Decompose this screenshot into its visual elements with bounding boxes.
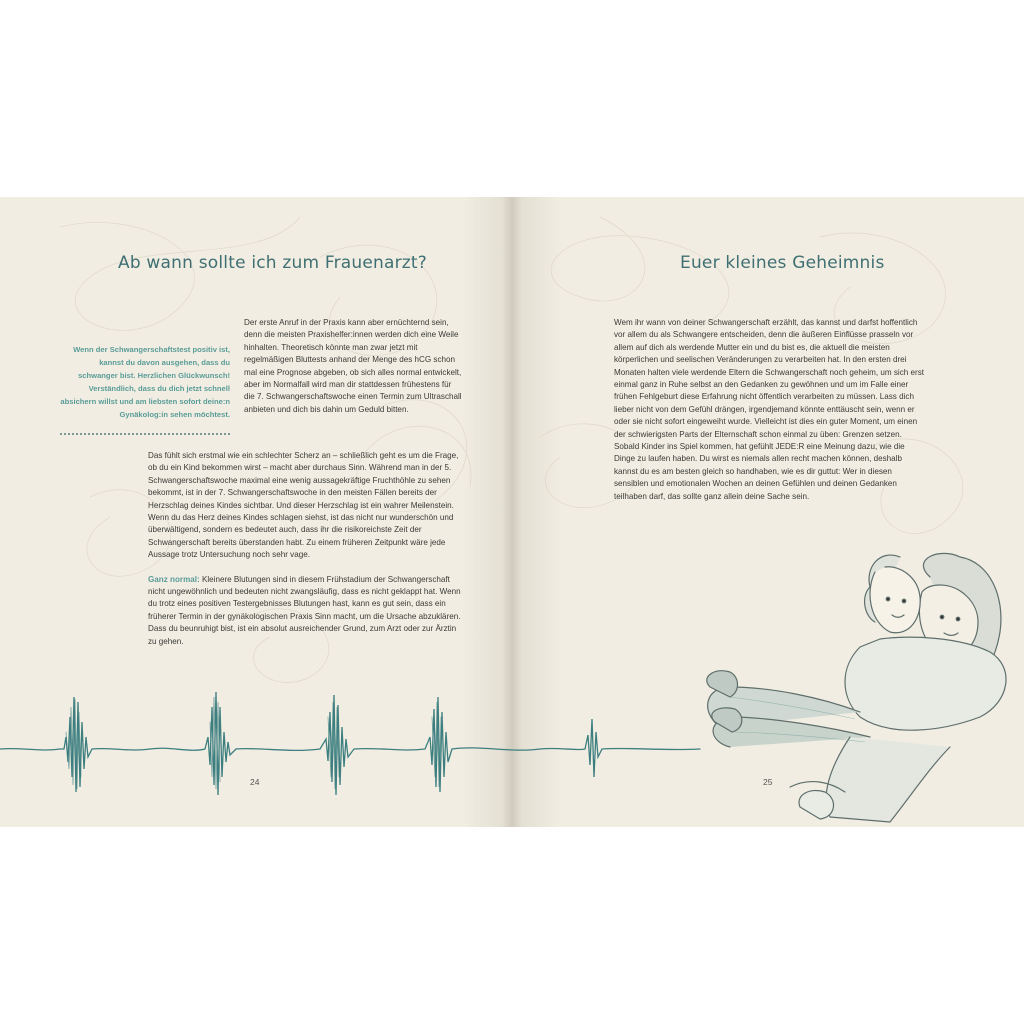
book-spread — [0, 197, 1024, 827]
couple-sitting-illustration — [660, 537, 1024, 827]
page-number-right: 25 — [763, 777, 773, 787]
left-paragraph-1: Das fühlt sich erstmal wie ein schlechter Scherz an – schließlich geht es um die Frage, ob du ein Kind bekommen wirst – macht aber durchaus Sinn. Während man in der 5. Schwangerschaftswoche maximal eine wenig aussagekräftige Fruchthöhle zu sehen bekommt, ist in der 7. Schwangerschaftswoche in den meisten Fällen bereits der Herzschlag deines Kindes sichtbar. Und dieser Herzschlag ist ein wahrer Meilenstein. Wenn du das Herz deines Kindes schlagen siehst, ist das nicht nur wunderschön und überwältigend, sondern es bedeutet auch, dass ihr die risikoreichste Zeit der Schwangerschaft bereits überstanden habt. Zu einem früheren Zeitpunkt wäre jede Aussage trotz Untersuchung noch sehr vage. — [148, 451, 459, 560]
left-body-text — [148, 450, 462, 648]
left-paragraph-2 — [148, 574, 462, 648]
left-paragraph-2-text: Kleinere Blutungen sind in diesem Frühstadium der Schwangerschaft nicht ungewöhnlich und bedeuten nicht zwangsläufig, dass es nicht geklappt hat. Wenn du trotz eines positiven Testergebnisses Blutungen hast, kann es gut sein, dass ein früherer Termin in der gynäkologischen Praxis Sinn macht, um die Ursache abzuklären. Dass du beunruhigt bist, ist ein absolut ausreichender Grund, zum Arzt oder zur Ärztin zu gehen. — [148, 574, 461, 646]
pullquote: Wenn der Schwangerschaftstest positiv ist, kannst du davon ausgehen, dass du schwanger bist. Herzlichen Glückwunsch! Verständlich, dass du dich jetzt schnell absichern willst und am liebsten sofort deine:n Gynäkolog:in sehen möchtest. — [60, 345, 230, 419]
ganz-normal-label: Ganz normal: — [148, 574, 200, 584]
right-body-text: Wem ihr wann von deiner Schwangerschaft erzählt, das kannst und darfst hoffentlich vor allem du als Schwangere entscheiden, denn die äußeren Einflüsse prasseln vor allem auf dich als werdende Mutter ein und du bist es, die aktuell die meisten körperlichen und seelischen Veränderungen zu verarbeiten hat. In den ersten drei Monaten halten viele werdende Eltern die Schwangerschaft noch geheim, um sich erst einmal ganz in Ruhe selbst an den Gedanken zu gewöhnen und um im Falle einer frühen Fehlgeburt diese Erfahrung nicht öffentlich verarbeiten zu müssen. Lass dich lieber nicht von dem Gefühl drängen, irgendjemand könnte enttäuscht sein, wenn er oder sie nicht sofort eingeweiht wurde. Vielleicht ist dies ein guter Moment, um einen der schwierigsten Parts der Elternschaft schon einmal zu üben: Grenzen setzen. Sobald Kinder ins Spiel kommen, hat gefühlt JEDE:R eine Meinung dazu, wie die Dinge zu laufen haben. Du wirst es niemals allen recht machen können, deshalb kannst du es am besten gleich so handhaben, wie es dir guttut: Wer in diesen sensiblen und emotionalen Wochen an deinen Gefühlen und deinen Gedanken teilhaben darf, das sollte ganz allein deine Sache sein. — [614, 318, 924, 501]
pullquote-dotted-rule — [60, 433, 230, 435]
right-page-heading: Euer kleines Geheimnis — [680, 253, 885, 273]
left-page-heading: Ab wann sollte ich zum Frauenarzt? — [118, 253, 428, 273]
left-column-text: Der erste Anruf in der Praxis kann aber ernüchternd sein, denn die meisten Praxishelfer:innen werden dich eine Weile hinhalten. Theoretisch könnte man zwar jetzt mit regelmäßigen Bluttests anhand der Menge des hCG schon mal eine Prognose abgeben, ob sich alles normal entwickelt, aber im Normalfall wird man dir stattdessen frühestens für die 7. Schwangerschaftswoche einen Termin zum Ultraschall anbieten und dich bis dahin um Geduld bitten. — [244, 318, 462, 414]
left-page — [0, 197, 512, 827]
page-number-left: 24 — [250, 777, 260, 787]
